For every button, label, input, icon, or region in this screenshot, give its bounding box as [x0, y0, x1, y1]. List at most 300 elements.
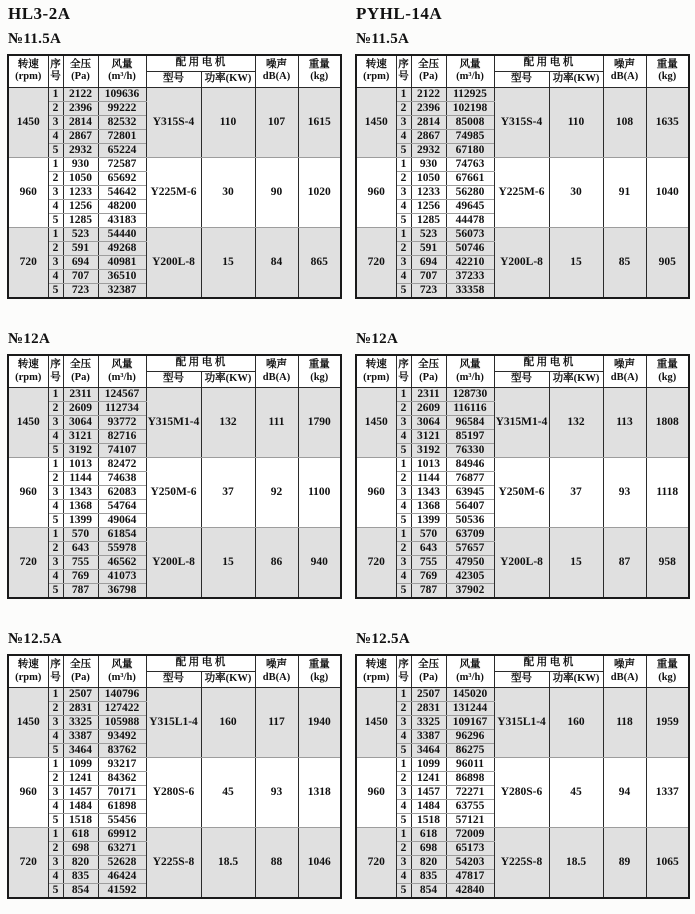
table-row: [356, 87, 689, 101]
volume-cell: 46424: [98, 869, 146, 883]
pressure-cell: 2814: [63, 115, 98, 129]
index-cell: 5: [396, 583, 411, 598]
volume-cell: 55456: [98, 813, 146, 827]
noise-cell: 88: [255, 827, 298, 898]
spec-table-body: [8, 87, 341, 298]
index-cell: 4: [48, 799, 63, 813]
volume-cell: 72587: [98, 157, 146, 171]
pressure-cell: 1399: [411, 513, 446, 527]
spec-table-host: [7, 54, 340, 299]
volume-cell: 46562: [98, 555, 146, 569]
index-cell: 1: [48, 157, 63, 171]
volume-cell: 72271: [446, 785, 494, 799]
col-header-motor-model: 型号: [494, 372, 549, 388]
weight-cell: 1615: [298, 87, 341, 157]
motor-power-cell: 132: [549, 387, 603, 457]
volume-cell: 74763: [446, 157, 494, 171]
weight-cell: 1040: [646, 157, 689, 227]
volume-cell: 65224: [98, 143, 146, 157]
col-header-weight: 重量 (kg): [646, 355, 689, 387]
pressure-cell: 1144: [411, 471, 446, 485]
col-header-index: 序 号: [396, 55, 411, 87]
col-header-motor-model: 型号: [494, 672, 549, 688]
model-title: HL3-2A: [8, 4, 71, 23]
index-cell: 5: [48, 583, 63, 598]
index-cell: 2: [396, 471, 411, 485]
model-title: PYHL-14A: [356, 4, 443, 23]
noise-cell: 118: [603, 687, 646, 757]
motor-model-cell: Y250M-6: [146, 457, 201, 527]
motor-model-cell: Y225M-6: [146, 157, 201, 227]
table-section-pyhl-12a: [355, 331, 688, 599]
col-header-pressure: 全压 (Pa): [63, 355, 98, 387]
index-cell: 5: [396, 283, 411, 298]
pressure-cell: 523: [411, 227, 446, 241]
motor-model-cell: Y225M-6: [494, 157, 549, 227]
index-cell: 2: [48, 401, 63, 415]
index-cell: 4: [396, 429, 411, 443]
noise-cell: 86: [255, 527, 298, 598]
pressure-cell: 3064: [63, 415, 98, 429]
col-header-volume: 风量 (m³/h): [446, 655, 494, 687]
weight-cell: 1020: [298, 157, 341, 227]
pressure-cell: 3121: [411, 429, 446, 443]
index-cell: 3: [48, 115, 63, 129]
pressure-cell: 2122: [411, 87, 446, 101]
pressure-cell: 698: [63, 841, 98, 855]
rpm-cell: 960: [8, 757, 48, 827]
volume-cell: 63755: [446, 799, 494, 813]
pressure-cell: 2507: [411, 687, 446, 701]
pressure-cell: 2932: [63, 143, 98, 157]
index-cell: 4: [48, 869, 63, 883]
pressure-cell: 3325: [63, 715, 98, 729]
pressure-cell: 854: [63, 883, 98, 898]
spec-table-header: [356, 55, 689, 87]
pressure-cell: 3192: [63, 443, 98, 457]
pressure-cell: 1013: [411, 457, 446, 471]
rpm-cell: 960: [356, 457, 396, 527]
spec-table-body: [8, 687, 341, 898]
volume-cell: 49645: [446, 199, 494, 213]
index-cell: 4: [48, 129, 63, 143]
pressure-cell: 1050: [63, 171, 98, 185]
rpm-cell: 720: [8, 227, 48, 298]
weight-cell: 1065: [646, 827, 689, 898]
spec-table: [7, 54, 342, 299]
col-header-speed: 转速 (rpm): [8, 355, 48, 387]
rpm-cell: 1450: [356, 87, 396, 157]
weight-cell: 1940: [298, 687, 341, 757]
volume-cell: 74638: [98, 471, 146, 485]
pressure-cell: 2396: [411, 101, 446, 115]
motor-power-cell: 110: [549, 87, 603, 157]
pressure-cell: 2867: [411, 129, 446, 143]
volume-cell: 37902: [446, 583, 494, 598]
index-cell: 1: [396, 87, 411, 101]
pressure-cell: 1518: [411, 813, 446, 827]
volume-cell: 82716: [98, 429, 146, 443]
col-header-speed: 转速 (rpm): [8, 655, 48, 687]
volume-cell: 124567: [98, 387, 146, 401]
index-cell: 3: [396, 415, 411, 429]
table-row: [8, 227, 341, 241]
motor-power-cell: 37: [549, 457, 603, 527]
volume-cell: 112734: [98, 401, 146, 415]
volume-cell: 105988: [98, 715, 146, 729]
volume-cell: 56280: [446, 185, 494, 199]
rpm-cell: 1450: [356, 387, 396, 457]
volume-cell: 96584: [446, 415, 494, 429]
pressure-cell: 1457: [63, 785, 98, 799]
pressure-cell: 591: [63, 241, 98, 255]
col-header-index: 序 号: [48, 655, 63, 687]
pressure-cell: 1285: [63, 213, 98, 227]
volume-cell: 112925: [446, 87, 494, 101]
index-cell: 5: [48, 143, 63, 157]
index-cell: 1: [396, 227, 411, 241]
pressure-cell: 1233: [63, 185, 98, 199]
index-cell: 1: [396, 827, 411, 841]
index-cell: 4: [396, 799, 411, 813]
spec-table-header: [8, 655, 341, 687]
table-row: [8, 457, 341, 471]
table-section-hl3-125a: [7, 631, 340, 899]
pressure-cell: 2831: [411, 701, 446, 715]
motor-model-cell: Y250M-6: [494, 457, 549, 527]
pressure-cell: 835: [63, 869, 98, 883]
col-header-motor-power: 功率(KW): [201, 71, 255, 87]
volume-cell: 93492: [98, 729, 146, 743]
pressure-cell: 1013: [63, 457, 98, 471]
volume-cell: 69912: [98, 827, 146, 841]
volume-cell: 127422: [98, 701, 146, 715]
pressure-cell: 1050: [411, 171, 446, 185]
pressure-cell: 1285: [411, 213, 446, 227]
volume-cell: 54203: [446, 855, 494, 869]
volume-cell: 52628: [98, 855, 146, 869]
index-cell: 1: [48, 457, 63, 471]
col-header-motor-power: 功率(KW): [201, 672, 255, 688]
col-header-index: 序 号: [48, 55, 63, 87]
pressure-cell: 930: [63, 157, 98, 171]
index-cell: 2: [396, 841, 411, 855]
col-header-motor-power: 功率(KW): [549, 672, 603, 688]
index-cell: 3: [396, 785, 411, 799]
index-cell: 2: [396, 401, 411, 415]
pressure-cell: 3464: [411, 743, 446, 757]
index-cell: 3: [396, 555, 411, 569]
index-cell: 2: [48, 541, 63, 555]
index-cell: 3: [48, 415, 63, 429]
index-cell: 1: [396, 457, 411, 471]
index-cell: 2: [48, 701, 63, 715]
col-header-speed: 转速 (rpm): [356, 55, 396, 87]
col-header-motor-power: 功率(KW): [201, 372, 255, 388]
table-row: [356, 527, 689, 541]
weight-cell: 1046: [298, 827, 341, 898]
spec-table-body: [356, 387, 689, 598]
table-row: [356, 387, 689, 401]
pressure-cell: 1399: [63, 513, 98, 527]
col-header-motor-power: 功率(KW): [549, 372, 603, 388]
index-cell: 5: [48, 513, 63, 527]
volume-cell: 56073: [446, 227, 494, 241]
pressure-cell: 2311: [411, 387, 446, 401]
table-row: [356, 827, 689, 841]
index-cell: 3: [48, 485, 63, 499]
volume-cell: 74985: [446, 129, 494, 143]
motor-power-cell: 15: [549, 527, 603, 598]
size-label: №12A: [356, 330, 399, 347]
volume-cell: 47817: [446, 869, 494, 883]
volume-cell: 57121: [446, 813, 494, 827]
rpm-cell: 960: [8, 157, 48, 227]
motor-power-cell: 110: [201, 87, 255, 157]
noise-cell: 117: [255, 687, 298, 757]
rpm-cell: 1450: [356, 687, 396, 757]
volume-cell: 55978: [98, 541, 146, 555]
col-header-index: 序 号: [396, 355, 411, 387]
pressure-cell: 707: [63, 269, 98, 283]
volume-cell: 50746: [446, 241, 494, 255]
spec-table: [355, 654, 690, 899]
volume-cell: 49064: [98, 513, 146, 527]
index-cell: 5: [48, 283, 63, 298]
volume-cell: 42210: [446, 255, 494, 269]
pressure-cell: 755: [63, 555, 98, 569]
weight-cell: 940: [298, 527, 341, 598]
volume-cell: 70171: [98, 785, 146, 799]
noise-cell: 90: [255, 157, 298, 227]
pressure-cell: 1144: [63, 471, 98, 485]
spec-table-header: [356, 355, 689, 387]
index-cell: 5: [396, 883, 411, 898]
index-cell: 1: [396, 757, 411, 771]
volume-cell: 49268: [98, 241, 146, 255]
rpm-cell: 960: [8, 457, 48, 527]
motor-power-cell: 160: [201, 687, 255, 757]
rpm-cell: 720: [8, 527, 48, 598]
index-cell: 2: [48, 241, 63, 255]
volume-cell: 32387: [98, 283, 146, 298]
table-row: [356, 157, 689, 171]
col-header-motor-group: 配 用 电 机: [494, 55, 603, 71]
volume-cell: 65173: [446, 841, 494, 855]
weight-cell: 958: [646, 527, 689, 598]
volume-cell: 67180: [446, 143, 494, 157]
volume-cell: 93217: [98, 757, 146, 771]
noise-cell: 93: [603, 457, 646, 527]
table-row: [356, 687, 689, 701]
volume-cell: 96011: [446, 757, 494, 771]
index-cell: 4: [396, 729, 411, 743]
pressure-cell: 3121: [63, 429, 98, 443]
index-cell: 5: [48, 813, 63, 827]
pressure-cell: 755: [411, 555, 446, 569]
noise-cell: 108: [603, 87, 646, 157]
pressure-cell: 523: [63, 227, 98, 241]
col-header-pressure: 全压 (Pa): [63, 55, 98, 87]
spec-table-header: [8, 55, 341, 87]
pressure-cell: 1368: [63, 499, 98, 513]
weight-cell: 1808: [646, 387, 689, 457]
pressure-cell: 2609: [63, 401, 98, 415]
index-cell: 2: [396, 171, 411, 185]
pressure-cell: 3387: [411, 729, 446, 743]
pressure-cell: 1099: [411, 757, 446, 771]
index-cell: 4: [396, 269, 411, 283]
noise-cell: 87: [603, 527, 646, 598]
noise-cell: 93: [255, 757, 298, 827]
volume-cell: 63945: [446, 485, 494, 499]
weight-cell: 1790: [298, 387, 341, 457]
index-cell: 4: [396, 129, 411, 143]
volume-cell: 54642: [98, 185, 146, 199]
col-header-volume: 风量 (m³/h): [98, 355, 146, 387]
volume-cell: 82472: [98, 457, 146, 471]
col-header-motor-group: 配 用 电 机: [146, 55, 255, 71]
pressure-cell: 591: [411, 241, 446, 255]
volume-cell: 63709: [446, 527, 494, 541]
noise-cell: 111: [255, 387, 298, 457]
table-row: [8, 757, 341, 771]
volume-cell: 67661: [446, 171, 494, 185]
index-cell: 3: [396, 855, 411, 869]
volume-cell: 54440: [98, 227, 146, 241]
table-section-hl3-12a: [7, 331, 340, 599]
motor-power-cell: 45: [549, 757, 603, 827]
index-cell: 1: [48, 687, 63, 701]
pressure-cell: 3192: [411, 443, 446, 457]
index-cell: 5: [396, 213, 411, 227]
motor-model-cell: Y280S-6: [146, 757, 201, 827]
rpm-cell: 720: [356, 527, 396, 598]
col-header-motor-model: 型号: [494, 71, 549, 87]
col-header-volume: 风量 (m³/h): [98, 55, 146, 87]
size-label: №11.5A: [356, 30, 410, 47]
index-cell: 3: [48, 185, 63, 199]
volume-cell: 43183: [98, 213, 146, 227]
volume-cell: 47950: [446, 555, 494, 569]
col-header-motor-group: 配 用 电 机: [494, 655, 603, 671]
col-header-speed: 转速 (rpm): [8, 55, 48, 87]
tables-grid: [7, 5, 695, 899]
table-row: [8, 157, 341, 171]
pressure-cell: 2311: [63, 387, 98, 401]
motor-model-cell: Y200L-8: [146, 227, 201, 298]
index-cell: 5: [396, 813, 411, 827]
index-cell: 4: [48, 429, 63, 443]
volume-cell: 33358: [446, 283, 494, 298]
table-section-pyhl-125a: [355, 631, 688, 899]
col-header-motor-model: 型号: [146, 372, 201, 388]
index-cell: 2: [48, 841, 63, 855]
spec-table-host: [7, 654, 340, 899]
pressure-cell: 618: [411, 827, 446, 841]
col-header-volume: 风量 (m³/h): [98, 655, 146, 687]
noise-cell: 89: [603, 827, 646, 898]
spec-table-body: [8, 387, 341, 598]
spec-table-host: [7, 354, 340, 599]
noise-cell: 84: [255, 227, 298, 298]
motor-model-cell: Y315S-4: [494, 87, 549, 157]
rpm-cell: 1450: [8, 387, 48, 457]
table-section-pyhl-115a: [355, 5, 688, 299]
col-header-motor-group: 配 用 电 机: [146, 655, 255, 671]
pressure-cell: 2507: [63, 687, 98, 701]
col-header-motor-group: 配 用 电 机: [146, 355, 255, 371]
motor-power-cell: 15: [201, 227, 255, 298]
volume-cell: 109636: [98, 87, 146, 101]
index-cell: 5: [48, 743, 63, 757]
motor-power-cell: 37: [201, 457, 255, 527]
volume-cell: 76330: [446, 443, 494, 457]
pressure-cell: 1484: [411, 799, 446, 813]
pressure-cell: 2396: [63, 101, 98, 115]
col-header-volume: 风量 (m³/h): [446, 55, 494, 87]
volume-cell: 72801: [98, 129, 146, 143]
pressure-cell: 1518: [63, 813, 98, 827]
motor-model-cell: Y280S-6: [494, 757, 549, 827]
pressure-cell: 570: [411, 527, 446, 541]
volume-cell: 36510: [98, 269, 146, 283]
index-cell: 1: [48, 227, 63, 241]
index-cell: 2: [396, 771, 411, 785]
volume-cell: 140796: [98, 687, 146, 701]
motor-power-cell: 160: [549, 687, 603, 757]
spec-table: [355, 54, 690, 299]
volume-cell: 40981: [98, 255, 146, 269]
volume-cell: 57657: [446, 541, 494, 555]
pressure-cell: 1457: [411, 785, 446, 799]
weight-cell: 1318: [298, 757, 341, 827]
col-header-weight: 重量 (kg): [646, 655, 689, 687]
index-cell: 2: [396, 701, 411, 715]
index-cell: 2: [396, 101, 411, 115]
volume-cell: 62083: [98, 485, 146, 499]
index-cell: 4: [48, 729, 63, 743]
size-label: №12.5A: [8, 630, 62, 647]
volume-cell: 42305: [446, 569, 494, 583]
index-cell: 4: [48, 269, 63, 283]
col-header-noise: 噪声 dB(A): [603, 55, 646, 87]
pressure-cell: 3387: [63, 729, 98, 743]
motor-model-cell: Y315S-4: [146, 87, 201, 157]
index-cell: 2: [48, 171, 63, 185]
pressure-cell: 787: [411, 583, 446, 598]
index-cell: 3: [396, 485, 411, 499]
volume-cell: 85197: [446, 429, 494, 443]
pressure-cell: 2932: [411, 143, 446, 157]
index-cell: 3: [48, 255, 63, 269]
volume-cell: 44478: [446, 213, 494, 227]
volume-cell: 109167: [446, 715, 494, 729]
col-header-noise: 噪声 dB(A): [255, 55, 298, 87]
index-cell: 4: [396, 199, 411, 213]
col-header-noise: 噪声 dB(A): [603, 655, 646, 687]
table-row: [8, 527, 341, 541]
index-cell: 2: [48, 471, 63, 485]
noise-cell: 85: [603, 227, 646, 298]
weight-cell: 865: [298, 227, 341, 298]
spec-table-header: [356, 655, 689, 687]
pressure-cell: 769: [63, 569, 98, 583]
index-cell: 4: [396, 499, 411, 513]
col-header-index: 序 号: [48, 355, 63, 387]
col-header-noise: 噪声 dB(A): [255, 355, 298, 387]
rpm-cell: 720: [356, 227, 396, 298]
